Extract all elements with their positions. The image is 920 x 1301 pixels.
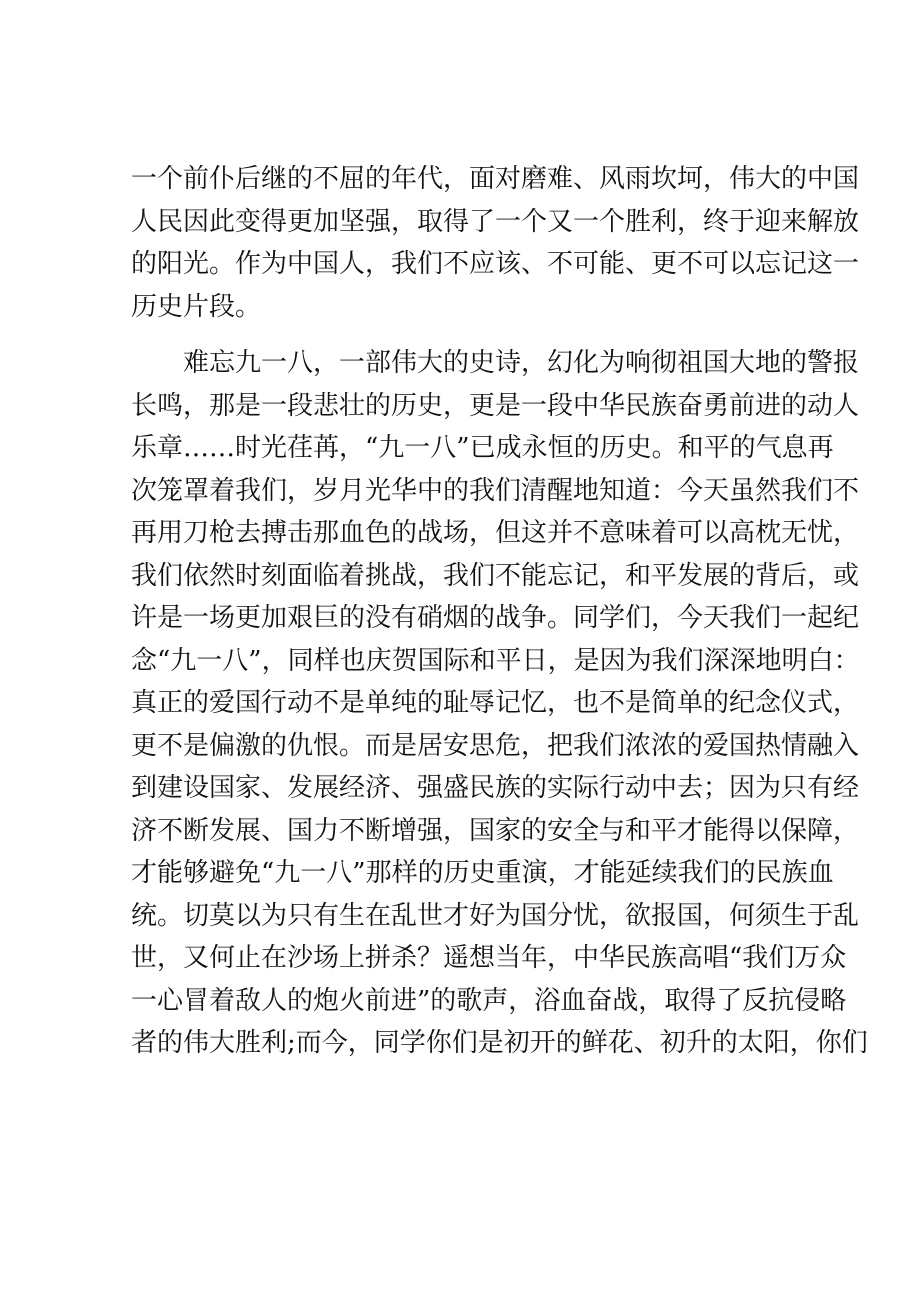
text-line: 才能够避免“九一八”那样的历史重演，才能延续我们的民族血 (131, 858, 834, 888)
text-line: 一心冒着敌人的炮火前进”的歌声，浴血奋战，取得了反抗侵略 (131, 985, 847, 1016)
text-line: 到建设国家、发展经济、强盛民族的实际行动中去；因为只有经 (131, 773, 860, 803)
paragraph-2 (131, 342, 868, 1065)
text-line: 世，又何止在沙场上拼杀？遥想当年，中华民族高唱“我们万众 (131, 943, 847, 973)
text-line: 的阳光。作为中国人，我们不应该、不可能、更不可以忘记这一 (131, 249, 860, 279)
paragraph-1 (131, 158, 860, 328)
paragraph-spacer (131, 328, 795, 342)
text-line: 再用刀枪去搏击那血色的战场，但这并不意味着可以高枕无忧， (131, 518, 860, 548)
text-line: 人民因此变得更加坚强，取得了一个又一个胜利，终于迎来解放 (131, 206, 860, 237)
text-line: 更不是偏激的仇恨。而是居安思危，把我们浓浓的爱国热情融入 (131, 730, 860, 761)
text-line: 念“九一八”，同样也庆贺国际和平日，是因为我们深深地明白： (131, 645, 860, 676)
text-line: 长鸣，那是一段悲壮的历史，更是一段中华民族奋勇前进的动人 (131, 390, 860, 421)
text-line: 真正的爱国行动不是单纯的耻辱记忆，也不是简单的纪念仪式， (131, 688, 860, 718)
text-line: 历史片段。 (131, 291, 262, 322)
text-line: 难忘九一八，一部伟大的史诗，幻化为响彻祖国大地的警报 (183, 348, 860, 378)
text-line: 我们依然时刻面临着挑战，我们不能忘记，和平发展的背后，或 (131, 560, 860, 591)
text-line: 乐章……时光荏苒，“九一八”已成永恒的历史。和平的气息再 (131, 433, 834, 463)
text-line: 统。切莫以为只有生在乱世才好为国分忧，欲报国，何须生于乱 (131, 900, 860, 931)
text-line: 者的伟大胜利;而今，同学你们是初开的鲜花、初升的太阳，你们 (131, 1028, 868, 1058)
text-line: 次笼罩着我们，岁月光华中的我们清醒地知道：今天虽然我们不 (131, 475, 860, 506)
text-line: 一个前仆后继的不屈的年代，面对磨难、风雨坎坷，伟大的中国 (131, 164, 860, 194)
text-line: 许是一场更加艰巨的没有硝烟的战争。同学们，今天我们一起纪 (131, 603, 860, 633)
body-text (131, 158, 868, 1065)
text-line: 济不断发展、国力不断增强，国家的安全与和平才能得以保障， (131, 815, 860, 846)
